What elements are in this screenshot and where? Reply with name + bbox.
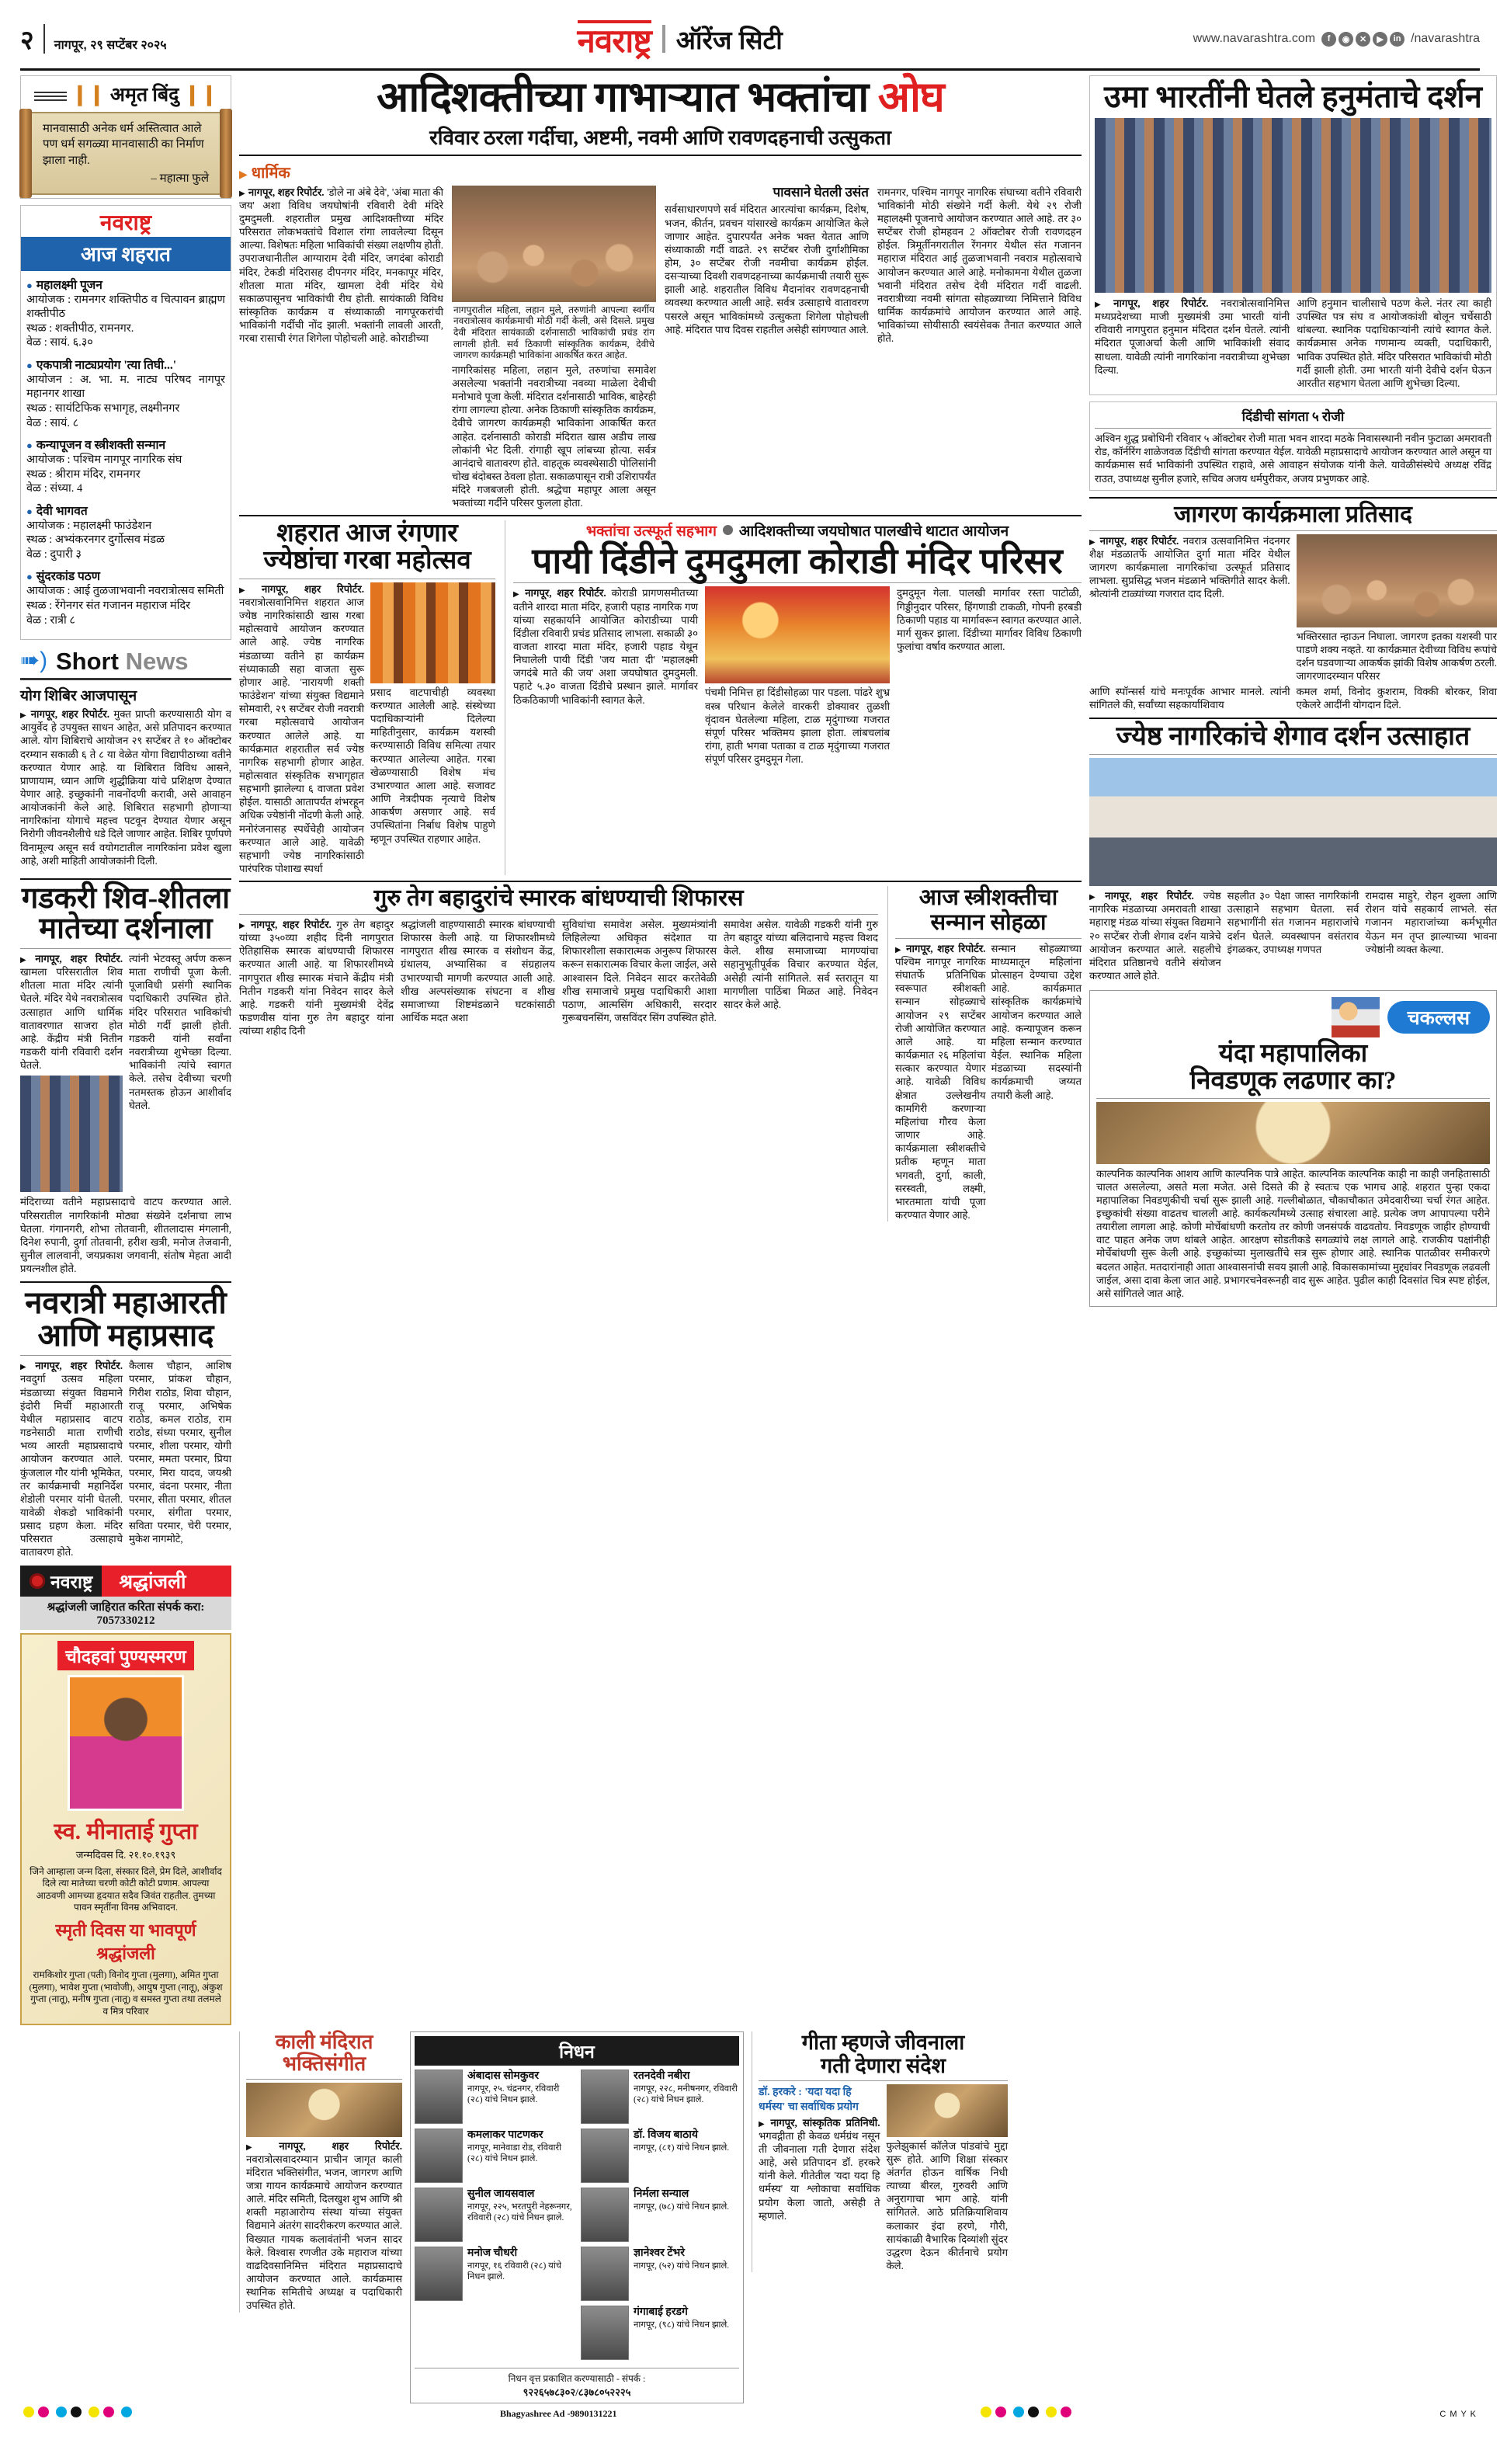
ad-credit: Bhagyashree Ad -9890131221: [499, 2408, 617, 2420]
padi-dindi-story: [505, 520, 1082, 876]
obituary-family: रामकिशोर गुप्ता (पती) विनोद गुप्ता (मुलगा), अमित गुप्ता (मुलगा), भावेश गुप्ता (भावोजी), आयुष गुप्ता (नातू), अंकुश गुप्ता (नातू), मनीष गुप्ता (नातू) व समस्त गुप्ता तथा तलमले व मित्र परिवार: [29, 1969, 223, 2017]
lead-tag-row: [239, 162, 1082, 182]
quote-source: – महात्मा फुले: [151, 172, 209, 185]
list-item: [415, 2247, 573, 2301]
byline: ▶ नागपूर, शहर रिपोर्टर.: [239, 583, 364, 595]
byline: ▶ नागपूर, शहर रिपोर्टर.: [239, 186, 325, 198]
lead-text-2: नागरिकांसह महिला, लहान मुले, तरुणांचा समावेश असलेल्या भक्तांनी नवरात्रीच्या नवव्या माळेला देवीची मनोभावे पूजा केली. मंदिरात दर्शनासाठी भाविक, बाहेरही रांगा लागल्या होत्या. अनेक ठिकाणी सांस्कृतिक कार्यक्रम, देवीचे जागरण कार्यक्रमही भाविकांना आकर्षित करत आहेत. दर्शनासाठी कोराडी मंदिरात खास अडीच लाख लोकांनी भेट दिली. रांगाही खूप लांबच्या होत्या. सर्वत्र आनंदाचे वातावरण होते. वाहतूक व्यवस्थेसाठी पोलिसांनी चोख बंदोबस्त ठेवला होता. सकाळपासून रात्री उशिरापर्यंत मंदिरे गजबजली होती. श्रद्धेचा महापूर आला असून भक्तांच्या गर्दीने परिसर फुलला होता.: [452, 363, 656, 509]
byline: ▶ नागपूर, शहर रिपोर्टर.: [20, 708, 109, 720]
stree-headline-1: आज स्त्रीशक्तीचा: [918, 885, 1058, 911]
deceased-detail: नागपूर, (७८) यांचे निधन झाले.: [634, 2202, 730, 2212]
nidhan-box: [410, 2031, 744, 2403]
kali-text-1: नवरात्रोत्सवादरम्यान प्राचीन जागृत काली मंदिरात भक्तिसंगीत, भजन, जागरण आणि जत्रा गायन कार्यक्रमाचे आयोजन करण्यात आले. मंदिर समिती, दिलखुश शुभ आणि श्री शक्ती महाआरोग्य संस्था यांच्या संयुक्त विद्यमाने अंतरंग सादरीकरण करण्यात आले. विख्यात गायक कलावंतांनी भजन सादर केले. विश्वास रणजीत उके महाराज यांच्या वाढदिवसानिमित्त मंदिरात महाप्रसादाचे आयोजन करण्यात आले. कार्यक्रमास स्थानिक समितीचे अध्यक्ष व पदाधिकारी उपस्थित होते.: [246, 2153, 402, 2312]
shegaon-text-3: रामदास माहुरे, रोहन शुक्ला आणि रोशन यांचे सहकार्य लाभले. संत गजानन महाराजांच्या कर्मभूमीत येऊन मन तृप्त झाल्याच्या भावना ज्येष्ठांनी व्यक्त केल्या.: [1365, 890, 1498, 955]
divider: [239, 881, 1082, 882]
event-title: ● देवी भागवत: [26, 502, 225, 519]
gita-photo: [887, 2084, 1009, 2137]
divider: [1095, 428, 1491, 429]
divider: [1089, 497, 1497, 499]
byline: ▶ नागपूर, सांस्कृतिक प्रतिनिधी.: [759, 2117, 880, 2129]
event-detail: वेळ : संध्या. 4: [26, 482, 83, 495]
obituary-portrait: [68, 1675, 184, 1811]
deceased-detail: नागपूर, (९८) यांचे निधन झाले.: [634, 2320, 730, 2330]
event-detail: स्थळ : सायंटिफिक सभागृह, लक्ष्मीनगर: [26, 402, 180, 415]
page-grid: [14, 71, 1498, 2025]
stree-shakti-story: [887, 886, 1082, 1222]
event-detail: वेळ : सायं. ६.३०: [26, 336, 93, 349]
lead-kicker-right: पावसाने घेतली उसंत: [773, 184, 869, 200]
kali-mandir-story: [239, 2031, 402, 2312]
youtube-icon[interactable]: ▶: [1373, 32, 1387, 47]
cartoon-icon: [1332, 997, 1380, 1037]
list-item: [581, 2188, 739, 2242]
decor-lines-icon: [34, 96, 67, 97]
divider: [20, 1355, 231, 1356]
event-detail: आयोजक : पश्चिम नागपूर नागरिक संघ: [26, 454, 182, 467]
shegaon-text-1: ज्येष्ठ नागरिक मंडळाच्या अमरावती शाखा महाराष्ट्र मंडळ यांच्या संयुक्त विद्यमाने २० सप्टेंबर रोजी शेगाव दर्शन यात्रेचे आयोजन करण्यात आले. सहलीचे मंदिरात प्रतिष्ठानचे वतीने संयोजन करण्यात आले होते.: [1089, 890, 1221, 982]
lead-photo-caption: नागपुरातील महिला, लहान मुले, तरुणांनी आपल्या स्वर्गीय नवरात्रोत्सव कार्यक्रमाची मोठी गर्दी केली, असे दिसले. प्रमुख देवी मंदिरात सायंकाळी दर्शनासाठी भाविकांची प्रचंड रांग लागली होती. सर्व ठिकाणी सांस्कृतिक कार्यक्रम, देवीचे जागरण कार्यक्रमही भाविकांना आकर्षित करत आहेत.: [453, 304, 655, 361]
deceased-photo: [415, 2188, 463, 2242]
event-detail: आयोजक : आई तुळजाभवानी नवरात्रोत्सव समिती: [26, 585, 224, 598]
deceased-name: रतनदेवी नबीरा: [634, 2070, 690, 2083]
navratri-text: नवदुर्गा उत्सव महिला मंडळाच्या संयुक्त विद्यमाने इंदोरी मिर्ची महाआरती येथील महाप्रसाद वाटप गडनेसाठी माता राणीची भव्य आरती महाप्रसादाचे आयोजन करण्यात आले. कुंजलाल गौर यांनी भूमिकेत, तर कार्यक्रमाची महानिर्देश शेडोली परमार यांनी घेतली. यावेळी शेकडो भाविकांनी प्रसाद ग्रहण केला. मंदिर परिसरात उत्साहाचे वातावरण होते.: [20, 1373, 123, 1559]
byline: ▶ नागपूर, शहर रिपोर्टर.: [246, 2140, 402, 2152]
lead-headline: [239, 75, 1082, 120]
list-item: [415, 2070, 573, 2124]
uma-text-1: नवरात्रोत्सवानिमित्त मध्यप्रदेशच्या माजी मुख्यमंत्री उमा भारती यांनी रविवारी नागपुरात हनुमान मंदिरात दर्शन घेतले. त्यांनी मंदिरात पूजाअर्चा केली आणि भाविकांशी संवाद साधला. यावेळी त्यांनी नागरिकांना नवरात्रीच्या शुभेच्छा दिल्या.: [1095, 297, 1290, 376]
social-icons: [1321, 32, 1405, 47]
list-item: [581, 2129, 739, 2183]
middle-column: [239, 75, 1082, 2025]
dindi-text-2: पंचमी निमित्त हा दिंडीसोहळा पार पडला. पांढरे शुभ्र वस्त्र परिधान केलेले वारकरी डोक्यावर तुळशी वृंदावन घेतलेल्या महिला, टाळ मृदुंगाच्या गजरात संपूर्ण परिसर भक्तिमय झाला होता. लांबचलांब रांगा, हाती भगवा पताका व टाळ मृदुंगाच्या गजरात संपूर्ण परिसर दुमदुमून गेला.: [705, 686, 890, 766]
section-tag-dharmik: ▶ धार्मिक: [239, 162, 290, 182]
lead-headline-main: आदिशक्तीच्या गाभाऱ्यात भक्तांचा: [377, 74, 878, 120]
left-column: [20, 75, 231, 2025]
list-item: [581, 2306, 739, 2360]
list-item: [26, 436, 225, 496]
gadkari-photo: [20, 1076, 123, 1192]
deceased-name: गंगाबाई हरडगे: [634, 2306, 688, 2319]
linkedin-icon[interactable]: in: [1390, 32, 1405, 47]
shraddhanjali-contact: [20, 1597, 231, 1630]
dindi-sidebar-body: अश्विन शुद्ध प्रबोधिनी रविवार ५ ऑक्टोबर रोजी माता भवन शारदा मठके निवासस्थानी नवीन फुटाळा अमरावती रोड, कॉर्नरिंग शाळेजवळ दिंडीची सांगता करण्यात येईल. यावेळी महाप्रसादाचे आयोजन करण्यात आले असून या कार्यक्रमास सर्व भाविकांनी उपस्थित राहावे, असे आवाहन संयोजक यांनी केले. यावेळीसंस्थेचे अध्यक्ष रविंद्र राउत, उपाध्यक्ष सुनील हजारे, सचिव अजय धर्मपुरीकर, अजय प्रभुणकर आहे.: [1095, 433, 1491, 485]
quote-scroll: [24, 112, 227, 195]
stree-headline-2: सन्मान सोहळा: [930, 909, 1047, 935]
navratri-headline-1: नवरात्री महाआरती: [25, 1285, 227, 1321]
gita-text-1: भगवद्गीता ही केवळ धर्मग्रंथ नसून ती जीवनाला गती देणारा संदेश आहे, असे प्रतिपादन डॉ. हरकरे यांनी केले. गीतेतील 'यदा यदा हि धर्मस्य' या श्लोकाचा सर्वाधिक प्रयोग केला जातो, असेही ते म्हणाले.: [759, 2129, 880, 2222]
short-news-rule: [20, 678, 231, 680]
guru-teg-text-2: श्रद्धांजली वाहण्यासाठी स्मारक बांधण्याची शिफारस केली आहे. या शिफारशीमध्ये नागपुरात शीख स्मारक व संशोधन केंद्र, ग्रंथालय, अभ्यासिका व संग्रहालय उभारण्याची मागणी करण्यात आली आहे. शीख अल्पसंख्याक संघटना व शीख समाजाच्या शिष्टमंडळाने घटकांसाठी आर्थिक मदत अशा: [401, 919, 555, 1024]
navratri-headline-2: आणि महाप्रसाद: [37, 1318, 214, 1354]
obituary-message: जिने आम्हाला जन्म दिला, संस्कार दिले, प्रेम दिले, आशीर्वाद दिले त्या मातेच्या चरणी कोटी कोटी प्रणाम. आपल्या आठवणी आमच्या हृदयात सदैव जिवंत राहतील. तुमच्या पावन स्मृतींना विनम्र अभिवादन.: [30, 1865, 222, 1913]
gita-quote-title: डॉ. हरकरे : 'यदा यदा हि धर्मस्य' चा सर्वाधिक प्रयोग: [759, 2086, 859, 2113]
nidhan-footer-2[interactable]: ९२२६५७८३०२/८३७८०५२२२५: [523, 2386, 631, 2399]
event-title: ● महालक्ष्मी पूजन: [26, 276, 225, 293]
masthead-logo-group: [167, 20, 1193, 57]
shegaon-photo: [1089, 758, 1497, 886]
garba-headline-2: ज्येष्ठांचा गरबा महोत्सव: [263, 547, 471, 575]
list-item: [26, 276, 225, 350]
dindi-kicker-black: आदिशक्तीच्या जयघोषात पालखीचे थाटात आयोजन: [738, 523, 1009, 540]
divider: [1089, 530, 1497, 531]
gadkari-headline: गडकरी शिव-शीतला मातेच्या दर्शनाला: [21, 881, 231, 946]
bottom-band: [14, 2025, 1486, 2403]
event-detail: आयोजक : महालक्ष्मी फाउंडेशन: [26, 519, 152, 532]
event-detail: स्थळ : श्रीराम मंदिर, रामनगर: [26, 467, 141, 481]
deceased-detail: नागपूर, २२५, भरतपुरी नेहरूनगर, रविवारी (२८) यांचे निधन झाले.: [467, 2202, 572, 2223]
byline: ▶ नागपूर, शहर रिपोर्टर.: [239, 919, 332, 930]
navratri-body: [20, 1359, 123, 1559]
list-item: [581, 2070, 739, 2124]
short-news-text: मुक्त प्राप्ती करण्यासाठी योग व आयुर्वेद हे उपयुक्त साधन आहेत, असे प्रतिपादन करण्यात आले. योग शिबिराचे आयोजन २९ सप्टेंबर ते १० ऑक्टोबर दरम्यान सकाळी ६ ते ८ या वेळेत योगा विद्यापीठाच्या वतीने करण्यात येणार आहे. या शिबिरात विविध आसने, प्राणायाम, ध्यान आणि शुद्धीक्रिया यांचे प्रशिक्षण देण्यात येणार आहे. इच्छुकांनी नावनोंदणी करावी, असे आवाहन आयोजकांनी केले आहे. शिबिरात सहभागी होणाऱ्या नागरिकांना योगाचे महत्त्व पटवून देण्यात येणार असून निरोगी जीवनशैलीचे धडे दिले जाणार आहेत. शिबिर पूर्णपणे विनामूल्य असून सर्व वयोगटातील नागरिकांना प्रवेश खुला आहे, अशी माहिती आयोजकांनी दिली.: [20, 708, 232, 867]
dindi-photo: [705, 586, 890, 683]
deceased-detail: नागपूर, (५२) यांचे निधन झाले.: [634, 2261, 730, 2271]
deceased-detail: नागपूर, २२८, मनीषनगर, रविवारी (२८) यांचे निधन झाले.: [634, 2083, 738, 2105]
chakallas-cartoon: [1096, 1102, 1490, 1164]
deceased-photo: [581, 2247, 629, 2301]
obituary-dates: जन्मदिवस दि. २१.१०.१९३९: [75, 1848, 176, 1861]
event-detail: स्थळ : रेंगेनगर संत गजानन महाराज मंदिर: [26, 599, 191, 612]
bullet-icon: [723, 525, 733, 535]
guru-teg-text-3: सुविधांचा समावेश असेल. मुख्यमंत्र्यांनी लिहिलेल्या अधिकृत संदेशात या शिफारशीला सकारात्मक अनुरूप शिफारस करून सकारात्मक विचार केला जाईल, असे आश्वासन दिले. निवेदन सादर करतेवेळी शीख समाजाचे प्रमुख पदाधिकारी आशा पठाण, आत्मसिंग अधिकारी, सरदार गुरूबचनसिंग, जसविंदर सिंग उपस्थित होते.: [562, 919, 717, 1024]
social-handle[interactable]: /navarashtra: [1411, 32, 1480, 45]
byline: ▶ नागपूर, शहर रिपोर्टर.: [513, 587, 606, 599]
deceased-name: अंबादास सोमकुवर: [467, 2070, 540, 2083]
kali-photo: [246, 2083, 402, 2137]
jagaran-text-4: कमल शर्मा, विनोद कुशराम, विक्की बोरकर, शिवा एकेलरे आदींनी योगदान दिले.: [1296, 686, 1497, 711]
right-column: [1089, 75, 1497, 2025]
chakallas-body: काल्पनिक काल्पनिक आशय आणि काल्पनिक पात्रे आहेत. काल्पनिक काल्पनिक काही ना काही जनहितासाठी चालत असलेल्या, असते मला मजेत. असे दिसते की हे स्वतःच एक भागच आहे. शहरात पुन्हा एकदा महापालिका निवडणुकीची चर्चा सुरू झाली आहे. गल्लीबोळात, चौकाचौकात उमेदवारीच्या चर्चा रंगत आहेत. इच्छुकांची संख्या वाढतच चालली आहे. कार्यकर्त्यांमध्ये उत्साह संचारला आहे. प्रत्येक जण आपापल्या परीने तयारीला लागला आहे. कोणी मोर्चेबांधणी करतोय तर कोणी जनसंपर्क वाढवतोय. निवडणूक जाहीर होण्याची वाट पाहत अनेक जण थांबले आहेत. आरक्षण सोडतीकडे सगळ्यांचे लक्ष लागले आहे. राजकीय पक्षांनीही मोर्चेबांधणी सुरू केली आहे. इच्छुकांच्या मुलाखतींचे सत्र सुरू होणार आहे. स्थानिक पातळीवर समीकरणे बदलत आहेत. मतदारांनाही आता आश्वासनांची सवय झाली आहे. विकासकामांच्या मुद्द्यांवर निवडणूक लढवली जाईल, असा दावा केला जात आहे. प्रभागरचनेवरूनही वाद सुरू आहेत. पुढील काही दिवसांत चित्र स्पष्ट होईल, असे सांगितले जात आहे.: [1096, 1167, 1490, 1299]
divider: [20, 878, 231, 880]
website-url[interactable]: www.navarashtra.com: [1193, 32, 1316, 45]
guru-teg-headline: गुरु तेग बहादुरांचे स्मारक बांधण्याची शिफारस: [373, 885, 744, 912]
jagaran-text-3: आणि स्पॉन्सर्स यांचे मनःपूर्वक आभार मानले. त्यांनी सांगितले की, सर्वांच्या सहकार्याशिवाय: [1089, 686, 1290, 711]
masthead: [14, 0, 1486, 67]
deceased-name: डॉ. विजय बाठाये: [634, 2129, 699, 2142]
divider: [20, 1281, 231, 1283]
logo-divider: [662, 25, 665, 53]
gita-headline-1: गीता म्हणजे जीवनाला: [801, 2031, 965, 2055]
obituary-name: स्व. मीनाताई गुप्ता: [54, 1819, 198, 1844]
event-detail: वेळ : रात्री ८: [26, 613, 75, 627]
short-news-item-title: योग शिबिर आजपासून: [20, 688, 137, 705]
deceased-detail: नागपूर, मानेवाडा रोड, रविवारी (२८) यांचे निधन झाले.: [467, 2143, 562, 2164]
deceased-name: कमलाकर पाटणकर: [467, 2129, 543, 2142]
shegaon-text-2: सहलीत ३० पेक्षा जास्त नागरिकांनी उत्साहाने सहभाग घेतला. सर्व सहभागींनी संत गजानन महाराजांचे दर्शन घेतले. व्यवस्थापन वसंतराव इंगळकर, उपाध्यक्ष गणपत: [1227, 890, 1359, 955]
lead-text-3: सर्वसाधारणपणे सर्व मंदिरात आरत्यांचा कार्यक्रम, दिशेष, भजन, कीर्तन, प्रवचन यांसारखे कार्यक्रम आयोजित केले जाणार आहेत. दुपारपर्यंत अनेक भक्त येतात आणि संध्याकाळी गर्दी वाढते. २९ सप्टेंबर रोजी दुर्गाशीमिका होम, ३० सप्टेंबर रोजी नवमीचा कार्यक्रम होईल. दसऱ्याच्या दिवशी रावणदहनाच्या कार्यक्रमाची तयारी सुरू झाली आहे. शहरातील विविध मैदानांवर रावणदहनाची व्यवस्था करण्यात आली आहे. सर्वत्र उत्साहाचे वातावरण पसरले असून भाविकांमध्ये उत्सुकता शिगेला पोहोचली आहे. मंदिरात पाच दिवस राहतील असेही सांगण्यात आले.: [665, 203, 869, 335]
nidhan-footer-1: निधन वृत्त प्रकाशित करण्यासाठी - संपर्क :: [508, 2373, 646, 2385]
kali-headline-2: भक्तिसंगीत: [282, 2052, 366, 2076]
event-detail: वेळ : सायं. ८: [26, 416, 79, 429]
lead-text-1: 'डोले ना अंबे देवे', 'अंबा माता की जय' अशा विविध जयघोषांनी रविवारी देवी मंदिरे दुमदुमली. शहरातील प्रमुख आदिशक्तीच्या मंदिर परिसरात लोकभक्तांचे विशाल रांगा लावलेल्या दिसून आल्या. विशेषतः महिला भाविकांची संख्या लक्षणीय होती. उपराजधानीतील आग्याराम देवी मंदिर, जगदंबा कोराडी मंदिर, टेकडी मंदिरासह दीपनगर मंदिर, मनकापूर मंदिर, शीतला माता मंदिर, खामला देवी मंदिर येथे सकाळपासूनच भाविकांची रीघ होती. सायंकाळी विविध सांस्कृतिक कार्यक्रम व संध्याकाळी नागपूरकरांची भाविकांनी गर्दीची नोंद झाली. भक्तांनी लावली आरती, गरबा रासाची रंगत शिगेला पोहोचली आहे. कोराडीच्या: [239, 186, 444, 345]
byline: ▶ नागपूर, शहर रिपोर्टर.: [895, 943, 985, 954]
shraddhanjali-title: श्रद्धांजली: [102, 1566, 231, 1597]
list-item: [26, 567, 225, 627]
short-news-body: [20, 707, 231, 867]
aaj-shahrat-box: [20, 205, 231, 640]
event-title: ● सुंदरकांड पठण: [26, 567, 225, 584]
lead-columns: [239, 186, 1082, 510]
deceased-detail: नागपूर, (८१) यांचे निधन झाले.: [634, 2143, 730, 2153]
edition-name: ऑरेंज सिटी: [675, 25, 783, 54]
place-date: नागपूर, २९ सप्टेंबर २०२५: [54, 39, 167, 52]
contact-label: श्रद्धांजली जाहिरात करिता संपर्क करा:: [47, 1600, 205, 1614]
aaj-shahrat-heading: आज शहरात: [21, 237, 231, 271]
uma-bharti-story: [1089, 75, 1497, 395]
deceased-photo: [581, 2306, 629, 2360]
masthead-right: [1193, 32, 1480, 47]
flame-icon-2: ❙❙: [183, 83, 218, 106]
jagaran-text-1: नवरात्र उत्सवानिमित्त नंदनगर शैक्ष मंडळातर्फे आयोजित दुर्गा माता मंदिर येथील जागरण कार्यक्रमाला नागरिकांचा उत्स्फूर्त प्रतिसाद लाभला. सुप्रसिद्ध भजन मंडळाने भक्तिगीते सादर केली. श्रोत्यांनी टाळ्यांच्या गजरात दाद दिली.: [1089, 534, 1290, 600]
event-detail: स्थळ : अभ्यंकरनगर दुर्गोत्सव मंडळ: [26, 533, 165, 547]
jagaran-text-2: भक्तिरसात न्हाऊन निघाला. जागरण इतका यशस्वी पार पाडणे शक्य नव्हते. या कार्यक्रमात देवीच्या विविध रूपांचे दर्शन घडवणाऱ्या आकर्षक झांकी विशेष आकर्षण ठरली. जागरणादरम्यान परिसर: [1296, 630, 1497, 682]
deceased-photo: [415, 2070, 463, 2124]
lead-col-4: [877, 186, 1082, 510]
divider: [20, 948, 231, 949]
divider: [759, 2080, 1008, 2081]
gadkari-body: [20, 952, 123, 1072]
event-detail: आयोजन : अ. भा. म. नाट्य परिषद नागपूर महानगर शाखा: [26, 373, 225, 401]
dindi-sidebar: [1089, 401, 1497, 491]
divider: [239, 515, 1082, 516]
lead-headline-accent: ओघ: [877, 74, 944, 120]
shraddhanjali-brand-label: नवराष्ट्र: [50, 1571, 93, 1592]
facebook-icon[interactable]: f: [1321, 32, 1336, 47]
navratri-text-2: कैलास चौहान, आशिष परमार, प्रांकश चौहान, गिरीश राठोड, शिवा चौहान, राजू परमार, अभिषेक राठोड, कमल राठोड, राम राठोड, संध्या परमार, सुनील परमार, शीला परमार, योगी परमार, ममता परमार, प्रिया परमार, मिरा यादव, जयश्री परमार, वंदना परमार, नीता परमार, सीता परमार, शीतल परमार, संगीता परमार, सविता परमार, चेरी परमार, मुकेश नागमोटे,: [129, 1360, 231, 1545]
byline: ▶ नागपूर, शहर रिपोर्टर.: [20, 1360, 123, 1371]
guru-teg-text-4: समावेश असेल. यावेळी गडकरी यांनी गुरु तेग बहादुर यांच्या बलिदानाचे महत्त्व विशद केले. शीख समाजाच्या मागण्यांचा सहानुभूतीपूर्वक विचार करण्यात येईल, असेही त्यांनी सांगितले. सर्व स्तरातून या मागणीला पाठिंबा मिळत आहे. निवेदन सादर केले आहे.: [724, 919, 878, 1010]
deceased-name: निर्मला सन्याल: [634, 2188, 689, 2201]
dindi-text-1: कोराडी प्रागणसमीतच्या वतीने शारदा माता मंदिर, हजारी पहाड नागरिक गण यांच्या सहकार्याने आयोजित कोराडीच्या पायी दिंडीला रविवारी प्रचंड प्रतिसाद लाभला. सकाळी ३० वाजता शारदा माता मंदिर, हजारी पहाड येथून निघालेली पायी दिंडी 'जय माता दी' 'महालक्ष्मी जगदंबे माते की जय' अशा जयघोषात दुमदुमली. पहाटे ५.३० वाजता दिंडीचे प्रस्थान झाले. मार्गावर ठिकठिकाणी भाविकांनी स्वागत केले.: [513, 587, 698, 706]
chakallas-badge: चकल्लस: [1387, 1001, 1490, 1034]
quote-text: मानवासाठी अनेक धर्म अस्तित्वात आले पण धर्म सगळ्या मानवासाठी का निर्माण झाला नाही.: [43, 123, 204, 167]
deceased-detail: नागपूर, १६ रविवारी (२८) यांचे निधन झाले.: [467, 2261, 562, 2282]
obituary-ad: [20, 1633, 231, 2026]
event-detail: आयोजक : रामनगर शक्तिपीठ व चित्पावन ब्राह्मण शक्तीपीठ: [26, 293, 225, 321]
deceased-photo: [581, 2070, 629, 2124]
jagaran-photo: [1297, 534, 1498, 627]
lead-col-2: [452, 186, 656, 510]
divider: [1089, 718, 1497, 719]
stree-text-2: सन्मान सोहळ्याच्या माध्यमातून महिलांना प्रोत्साहन देण्याचा उद्देश आहे. कार्यक्रमात सांस्कृतिक कार्यक्रमांचे आयोजन करण्यात आले आहे. कन्यापूजन करून महिला सन्मान करण्यात येईल. स्थानिक महिला मंडळाच्या सदस्यांनी कार्यक्रमाची जय्यत तयारी केली आहे.: [991, 942, 1082, 1101]
dindi-kicker-red: भक्तांचा उत्स्फूर्त सहभाग: [585, 523, 717, 540]
amrut-bindu-label: अमृत बिंदु: [109, 85, 179, 106]
chakallas-headline-2: निवडणूक लढणार का?: [1189, 1066, 1397, 1095]
flame-icon: ❙❙: [71, 83, 106, 106]
newspaper-logo: नवराष्ट्र: [578, 20, 651, 57]
divider: [895, 938, 1082, 939]
byline: ▶ नागपूर, शहर रिपोर्टर.: [1089, 890, 1194, 902]
rose-icon: [30, 1573, 45, 1589]
deceased-photo: [581, 2188, 629, 2242]
lead-col-1: [239, 186, 443, 510]
byline: ▶ नागपूर, शहर रिपोर्टर.: [1089, 535, 1179, 547]
aaj-brand-label: नवराष्ट्र: [21, 206, 231, 237]
list-item: [415, 2129, 573, 2183]
list-item: [415, 2188, 573, 2242]
divider: [513, 582, 1082, 583]
garba-headline-1: शहरात आज रंगणार: [276, 519, 458, 547]
chakallas-headline-1: यंदा महापालिका: [1218, 1040, 1368, 1069]
event-detail: स्थळ : शक्तीपीठ, रामनगर.: [26, 321, 134, 335]
amrut-bindu-box: [20, 75, 231, 199]
shegaon-headline: ज्येष्ठ नागरिकांचे शेगाव दर्शन उत्साहात: [1116, 722, 1470, 752]
list-item: [26, 502, 225, 562]
deceased-name: ज्ञानेश्वर टेंभरे: [634, 2247, 685, 2260]
nidhan-col-2: [581, 2070, 739, 2365]
obituary-footer: स्मृती दिवस या भावपूर्ण श्रद्धांजली: [55, 1920, 196, 1964]
list-item: [26, 356, 225, 430]
cmyk-marker: C M Y K: [1439, 2409, 1477, 2419]
gita-story: [752, 2031, 1008, 2272]
stree-text-1: पश्चिम नागपूर नागरिक संघातर्फे प्रतिनिधिक स्वरूपात स्त्रीशक्ती सन्मान सोहळ्याचे आयोजन २९ सप्टेंबर रोजी आयोजित करण्यात आले आहे. या कार्यक्रमात २६ महिलांचा सत्कार करण्यात येणार आहे. यावेळी विविध क्षेत्रात उल्लेखनीय कामगिरी करणाऱ्या महिलांचा गौरव केला जाणार आहे. कार्यक्रमाला स्त्रीशक्तीचे प्रतीक म्हणून माता भगवती, दुर्गा, काली, सरस्वती, लक्ष्मी, भारतमाता यांची पूजा करण्यात येणार आहे.: [895, 956, 986, 1221]
registration-dots-2: [981, 2407, 1075, 2421]
shraddhanjali-bar: [20, 1566, 231, 1597]
chakallas-box: [1089, 990, 1497, 1307]
garba-text-1: नवरात्रोत्सवानिमित्त शहरात आज ज्येष्ठ नागरिकांसाठी खास गरबा महोत्सवाचे आयोजन करण्यात आले आहे. ज्येष्ठ नागरिक मंडळाच्या वतीने हा कार्यक्रम संध्याकाळी सहा वाजता सुरू होणार आहे. 'नारायणी शक्ती फाउंडेशन' यांच्या संयुक्त विद्यमाने सोमवारी, २९ सप्टेंबर रोजी नवरात्री गरबा महोत्सवाचे आयोजन करण्यात आलेले आहे. या कार्यक्रमात शहरातील सर्व ज्येष्ठ नागरिक सहभागी होणार आहेत. महोत्सवात संस्कृतिक सभागृहात सहभागी झालेल्या ६ वाजता प्रवेश होईल. यासाठी आतापर्यंत शंभरहून अधिक ज्येष्ठांनी नोंदणी केली आहे. मनोरंजनासह स्पर्धेचेही आयोजन करण्यात आले आहे. यावेळी सहभागी ज्येष्ठ नागरिकांसाठी पारंपरिक पोशाख स्पर्धा: [239, 596, 364, 875]
garba-story: [239, 520, 495, 876]
dindi-text-3: दुमदुमून गेला. पालखी मार्गावर रस्ता पाटोळी, गिड्डीनुदार परिसर, हिंगणाडी टाकळी, गोपनी हरबडी ठिकाणी पहाड या मार्गावरून स्वागत करण्यात आले. मार्ग सुकर झाला. दिंडीच्या मार्गावर विविध ठिकाणी फुलांचा वर्षाव करण्यात आला.: [897, 587, 1082, 652]
guru-teg-story: [239, 886, 878, 1222]
shraddhanjali-brand: [20, 1566, 102, 1597]
uma-headline: उमा भारतींनी घेतले हनुमंताचे दर्शन: [1104, 79, 1482, 114]
instagram-icon[interactable]: ◉: [1339, 32, 1353, 47]
short-news-header: [20, 648, 231, 676]
event-title: ● एकपात्री नाट्यप्रयोग 'त्या तिघी...': [26, 356, 225, 373]
page-number: २: [20, 26, 34, 55]
masthead-divider: [43, 24, 45, 54]
list-item: [581, 2247, 739, 2301]
deceased-name: मनोज चौधरी: [467, 2247, 518, 2260]
garba-photo: [370, 582, 495, 683]
garba-text-2: प्रसाद वाटपाचीही व्यवस्था करण्यात आलेली आहे. संस्थेच्या पदाधिकाऱ्यांनी दिलेल्या माहितीनुसार, कार्यक्रम यशस्वी करण्यासाठी विविध समित्या तयार करण्यात आलेल्या आहेत. गरबा खेळण्यासाठी विशेष मंच उभारण्यात आला आहे. सजावट आणि नेत्रदीपक नृत्याचे विशेष आकर्षण असणार आहे. सर्व उपस्थितांना निर्बाध विशेष पाहुणे म्हणून उपस्थित राहणार आहेत.: [370, 686, 495, 845]
byline: ▶ नागपूर, शहर रिपोर्टर.: [1095, 297, 1208, 309]
aaj-shahrat-list: [21, 271, 231, 639]
contact-number[interactable]: 7057330212: [96, 1614, 155, 1627]
event-detail: वेळ : दुपारी ३: [26, 547, 82, 561]
lead-col-3: [665, 186, 869, 510]
dindi-headline: पायी दिंडीने दुमदुमला कोराडी मंदिर परिसर: [532, 540, 1063, 581]
gita-headline-2: गती देणारा संदेश: [821, 2053, 946, 2077]
deceased-photo: [581, 2129, 629, 2183]
deceased-photo: [415, 2247, 463, 2301]
nidhan-heading: निधन: [415, 2036, 739, 2066]
obituary-kicker: चौदहवां पुण्यस्मरण: [57, 1641, 194, 1670]
jagaran-headline: जागरण कार्यक्रमाला प्रतिसाद: [1174, 501, 1412, 527]
deceased-name: सुनील जायसवाल: [467, 2188, 535, 2201]
kali-headline-1: काली मंदिरात: [275, 2031, 373, 2054]
short-news-label: [56, 648, 189, 676]
short-news-word-1: Short: [56, 648, 119, 676]
short-news-word-2: News: [125, 648, 189, 676]
uma-text-2: आणि हनुमान चालीसाचे पठण केले. नंतर त्या काही उपस्थित पत्र संघ व आयोजकांशी बोलून चर्चेसाठी थांबल्या. स्थानिक पदाधिकाऱ्यांनी त्यांचे स्वागत केले. कार्यक्रमास अनेक गणमान्य व्यक्ती, पदाधिकारी, भाविक उपस्थित होते. मंदिर परिसरात भाविकांची मोठी गर्दी झाली होती. उमा भारती यांनी देवीचे दर्शन घेऊन आरतीत सहभाग घेतला आणि शुभेच्छा दिल्या.: [1297, 297, 1491, 389]
uma-photo: [1095, 118, 1491, 293]
gadkari-text: खामला परिसरातील शिव शीतला माता मंदिर त्यांनी घेतले. मंदिर येथे नवरात्रोत्सव उत्साहात आणि धार्मिक वातावरणात साजरा होत आहे. केंद्रीय मंत्री नितीन गडकरी यांनी रविवारी दर्शन घेतले.: [20, 966, 123, 1072]
x-twitter-icon[interactable]: ✕: [1356, 32, 1370, 47]
divider: [246, 2079, 402, 2080]
divider: [1089, 754, 1497, 755]
dindi-sidebar-title: दिंडीची सांगता ५ रोजी: [1241, 409, 1345, 425]
lead-subheadline: रविवार ठरला गर्दीचा, अष्टमी, नवमी आणि रावणदहनाची उत्सुकता: [239, 123, 1082, 156]
gita-text-2: फुलेझुकार्स कॉलेज पांडवांचे मुद्दा सुरू होते. आणि शिक्षा संस्कार अंतर्गत होऊन वार्षिक निधी त्याच्या बीरल, गुरुवरी आणि अनुरागाचा भाग आहे. यांनी सांगितले. आठे प्रतिक्रियाशिवाय कलाकार इंदा हरणे, गौरी, सायंकाळी वैभारिक दिव्यांशी सुंदर उद्धरण देऊन कीर्तनाचे प्रयोग केले.: [886, 2139, 1008, 2272]
lead-photo: [452, 186, 656, 302]
page-footer: [14, 2403, 1486, 2421]
lead-text-4: रामनगर, पश्चिम नागपूर नागरिक संघाच्या वतीने रविवारी भाविकांनी मोठी संख्येने गर्दी केली. येथे २९ रोजी महालक्ष्मी पूजनाचे आयोजन करण्यात आले आहे. तर ३० सप्टेंबर रोजी होमहवन 2 ऑक्टोबर रोजी रावणदहन होईल. त्रिमूर्तीनगरातील रेंगनगर येथील संत गजानन महाराज मंदिरात आई तुळजाभवानी नवरात्र महोत्सवाचे आयोजन करण्यात आले आहे. मनोकामना येथील तुळजा भवानी मंदिरात तसेच देवी मंदिरात गर्दी वाढली. नवरात्रीच्या नवमी सांगता सोहळ्याच्या निमित्ताने विविध धार्मिक कार्यक्रमांचे आयोजन करण्यात आले आहे. भाविकांच्या सोयीसाठी स्वयंसेवक तैनात करण्यात आले होते.: [877, 186, 1082, 345]
byline: ▶ नागपूर, शहर रिपोर्टर.: [20, 953, 123, 964]
nidhan-col-1: [415, 2070, 573, 2365]
registration-dots: [23, 2407, 136, 2421]
guru-teg-text-1: गुरु तेग बहादुर यांच्या ३५०व्या शहीद दिनी नागपुरात ऐतिहासिक स्मारक बांधण्याची शिफारस करण्यात आली आहे. या शिफारशीमध्ये नागपुरात शीख स्मारक मंचाने केंद्रीय मंत्री नितीन गडकरी यांना निवेदन सादर केले आहे. गडकरी यांनी मुख्यमंत्री देवेंद्र फडणवीस यांना गुरु तेग बहादुर यांना त्यांच्या शहीद दिनी: [239, 919, 394, 1037]
deceased-photo: [415, 2129, 463, 2183]
event-title: ● कन्यापूजन व स्त्रीशक्ती सन्मान: [26, 436, 225, 453]
arrow-broadcast-icon: ➠): [20, 648, 48, 674]
divider: [239, 914, 878, 915]
masthead-left: [20, 21, 167, 57]
gadkari-text-3: मंदिराच्या वतीने महाप्रसादाचे वाटप करण्यात आले. परिसरातील नागरिकांनी मोठ्या संख्येने दर्शनाचा लाभ घेतला. गंगानगरी, शोभा तोतवानी, शीतलादास मंगलानी, दिनेश रुपानी, दुर्गा तोतवानी, हरीश खत्री, मनोज तेजवानी, सुनील लालवानी, जयप्रकाश जगवानी, संतोष मेहता आदी प्रयत्नशील होते.: [20, 1196, 231, 1275]
deceased-detail: नागपूर, २५. चंद्रनगर, रविवारी (२८) यांचे निधन झाले.: [467, 2083, 560, 2105]
amrut-bindu-title: [24, 79, 227, 110]
gadkari-text-2: त्यांनी भेटवस्तू अर्पण करून माता राणीची पूजा केली. पूजाविधी प्रसंगी स्थानिक पदाधिकारी उपस्थित होते. मंदिर परिसरात भाविकांची मोठी गर्दी झाली होती. गडकरी यांनी सर्वांना नवरात्रीच्या शुभेच्छा दिल्या. भाविकांनी त्यांचे स्वागत केले. तसेच देवीच्या चरणी नतमस्तक होऊन आशीर्वाद घेतले.: [129, 952, 231, 1111]
divider: [1096, 1098, 1490, 1099]
